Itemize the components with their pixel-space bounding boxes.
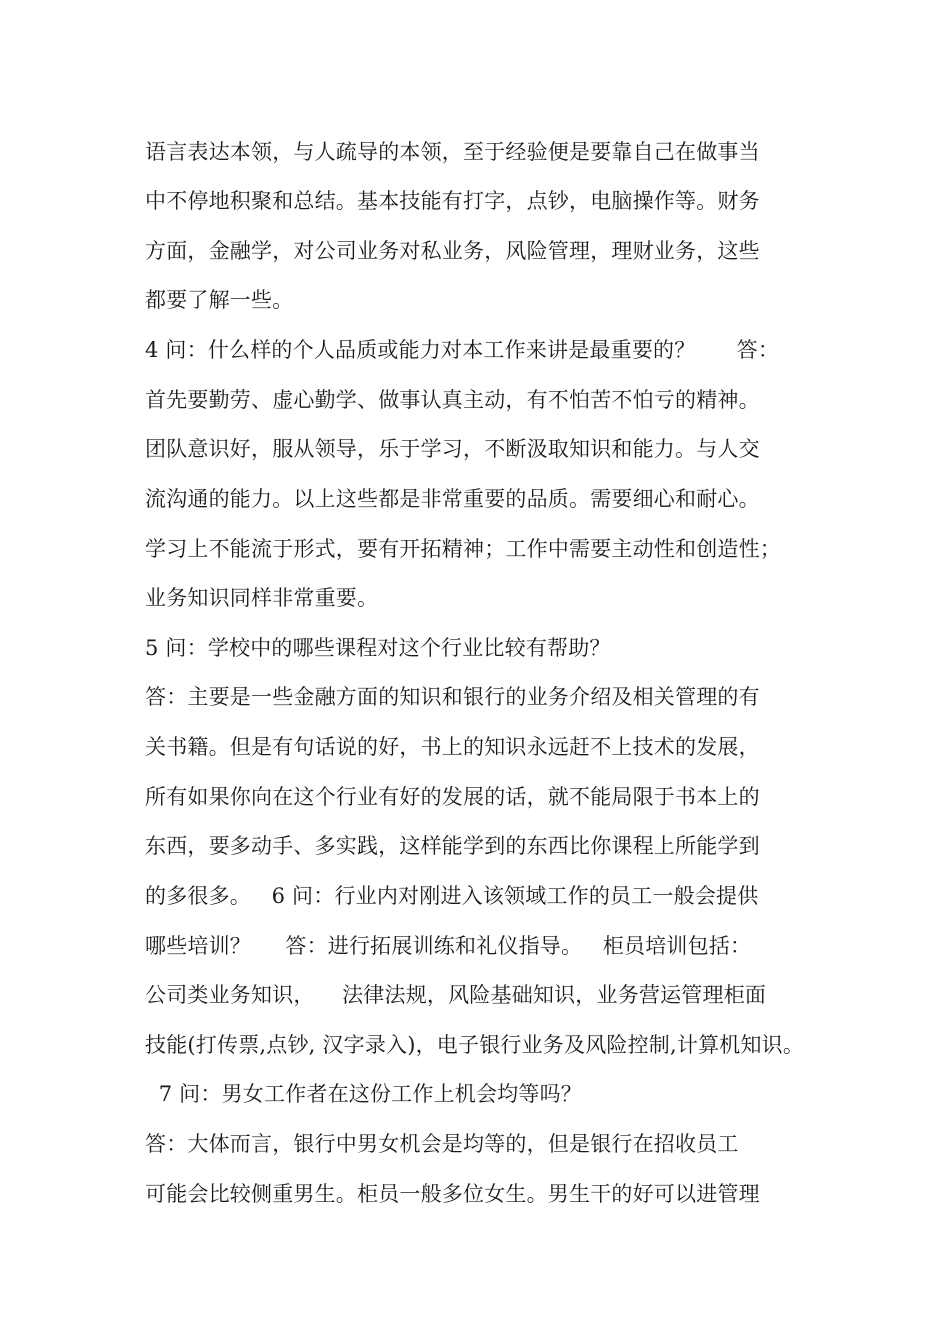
text-line: 语言表达本领，与人疏导的本领，至于经验便是要靠自己在做事当 xyxy=(145,140,760,164)
text-line: 答：主要是一些金融方面的知识和银行的业务介绍及相关管理的有 xyxy=(145,685,760,709)
question-4-line: 4 问：什么样的个人品质或能力对本工作来讲是最重要的？ 答： xyxy=(145,338,780,362)
text-line: 团队意识好，服从领导，乐于学习，不断汲取知识和能力。与人交 xyxy=(145,437,760,461)
text-line: 技能(打传票,点钞, 汉字录入)，电子银行业务及风险控制,计算机知识。 xyxy=(145,1033,805,1057)
question-5-line: 5 问：学校中的哪些课程对这个行业比较有帮助？ xyxy=(145,636,611,660)
text-line: 学习上不能流于形式，要有开拓精神；工作中需要主动性和创造性； xyxy=(145,537,781,561)
text-line: 公司类业务知识， 法律法规，风险基础知识，业务营运管理柜面 xyxy=(145,983,767,1007)
text-line: 流沟通的能力。以上这些都是非常重要的品质。需要细心和耐心。 xyxy=(145,487,760,511)
text-line: 哪些培训？ 答：进行拓展训练和礼仪指导。 柜员培训包括： xyxy=(145,934,752,958)
text-line: 答：大体而言，银行中男女机会是均等的，但是银行在招收员工 xyxy=(145,1132,739,1156)
text-line: 关书籍。但是有句话说的好，书上的知识永远赶不上技术的发展， xyxy=(145,735,760,759)
text-line: 都要了解一些。 xyxy=(145,288,294,312)
text-line: 方面，金融学，对公司业务对私业务，风险管理，理财业务，这些 xyxy=(145,239,760,263)
text-line: 首先要勤劳、虚心勤学、做事认真主动，有不怕苦不怕亏的精神。 xyxy=(145,388,760,412)
question-6-line: 的多很多。 6 问：行业内对刚进入该领域工作的员工一般会提供 xyxy=(145,884,759,908)
text-line: 业务知识同样非常重要。 xyxy=(145,586,379,610)
text-line: 中不停地积聚和总结。基本技能有打字，点钞，电脑操作等。财务 xyxy=(145,189,760,213)
question-7-line: 7 问：男女工作者在这份工作上机会均等吗？ xyxy=(145,1082,582,1106)
text-line: 所有如果你向在这个行业有好的发展的话，就不能局限于书本上的 xyxy=(145,785,760,809)
text-line: 东西，要多动手、多实践，这样能学到的东西比你课程上所能学到 xyxy=(145,834,760,858)
text-line: 可能会比较侧重男生。柜员一般多位女生。男生干的好可以进管理 xyxy=(145,1182,760,1206)
